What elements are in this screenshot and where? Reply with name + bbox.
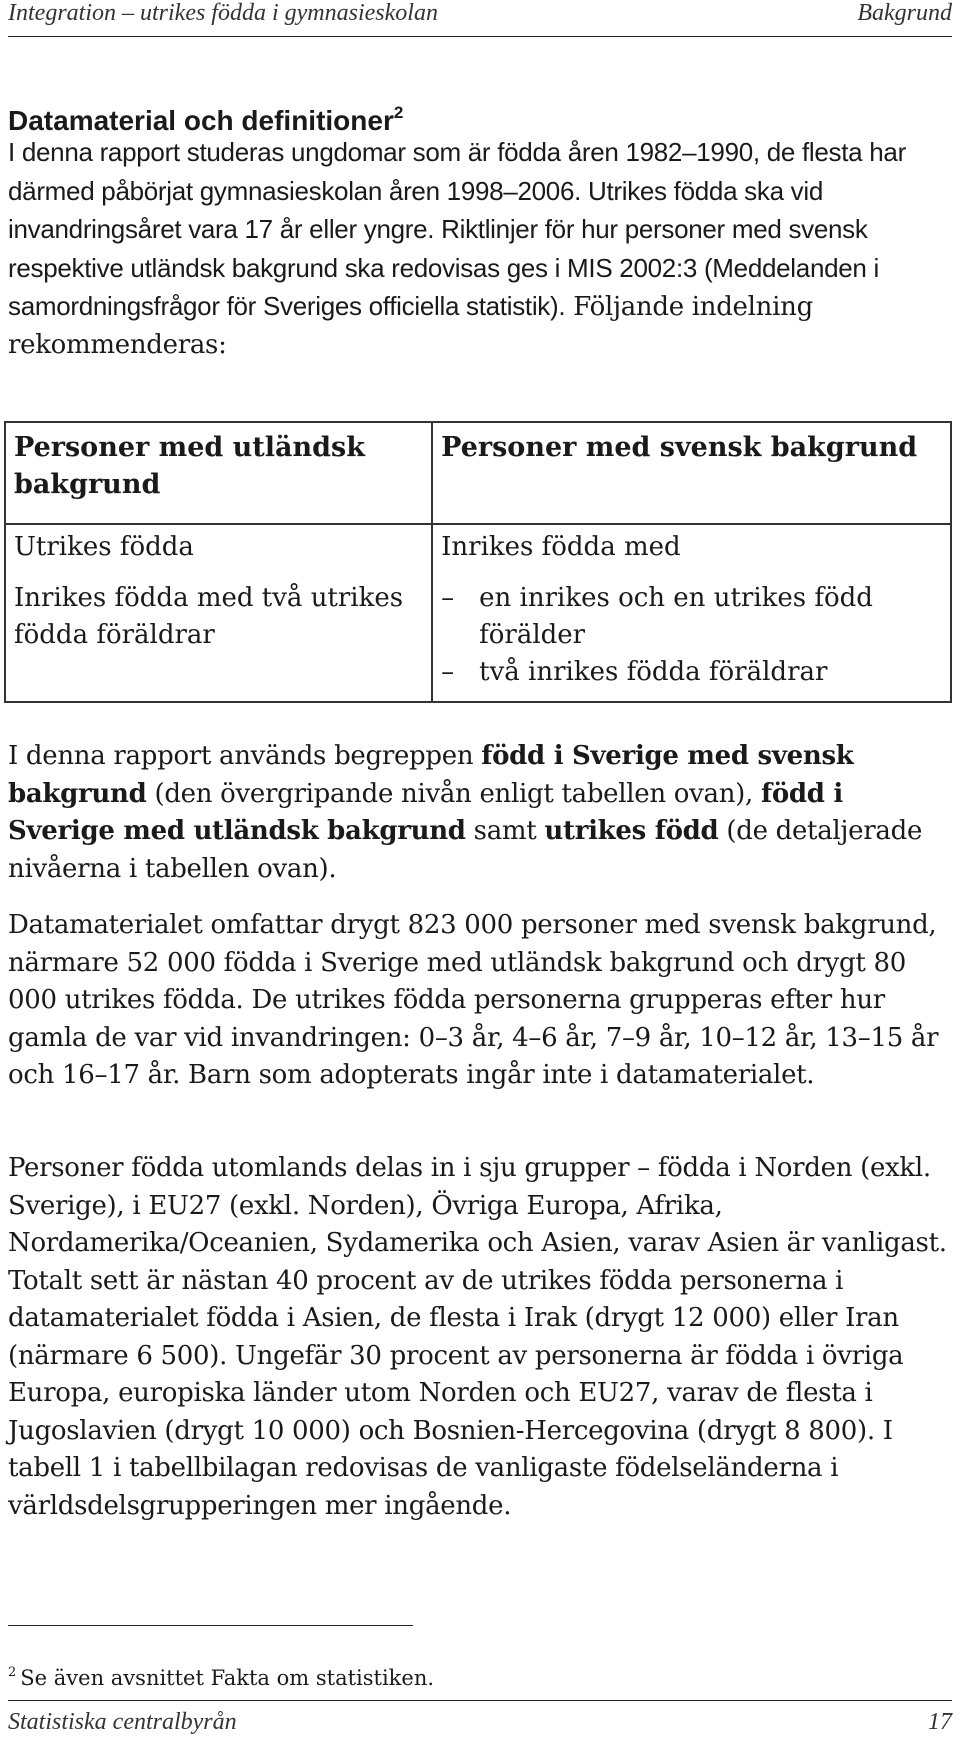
terms-text: (de detaljerade nivåerna i tabellen ovan). (8, 816, 923, 884)
left-item-2: Inrikes födda med två utrikes födda föräldrar (14, 582, 404, 650)
section-title: Datamaterial och definitioner (8, 105, 394, 136)
header-right-section: Bakgrund (857, 0, 952, 26)
footnote-reference: 2 (393, 103, 404, 122)
groups-paragraph: Personer födda utomlands delas in i sju grupper – födda i Norden (exkl. Sverige), i EU27 (exkl. Norden), Övriga Europa, Afrika, Nordamerika/Oceanien, Sydamerika och Asien, varav Asien är vanligast. Totalt sett är nästan 40 procent av de utrikes födda personerna i datamaterialet födda i Asien, de flesta i Irak (drygt 12 000) eller Iran (närmare 6 500). Ungefär 30 procent av personerna är födda i övriga Europa, europiska länder utom Norden och EU27, varav de flesta i Jugoslavien (drygt 10 000) och Bosnien-Hercegovina (drygt 8 800). I tabell 1 i tabellbilagan redovisas de vanligaste födelseländerna i världsdelsgrupperingen mer ingående. (8, 1153, 947, 1521)
definition-table (4, 421, 952, 703)
running-footer (8, 1700, 952, 1741)
term-foreign-background: född i Sverige med utländsk bakgrund (8, 778, 843, 846)
terms-paragraph (8, 738, 956, 888)
left-column-header: Personer med utländsk bakgrund (14, 432, 365, 500)
section-heading (8, 96, 403, 138)
footnote-text: Se även avsnittet Fakta om statistiken. (20, 1666, 435, 1690)
header-left-title: Integration – utrikes födda i gymnasieskolan (8, 0, 438, 26)
footnote-number: 2 (8, 1665, 17, 1680)
dash-bullet: – (441, 656, 455, 687)
left-item-1: Utrikes födda (14, 531, 194, 562)
terms-text: I denna rapport används begreppen (8, 741, 482, 771)
page-number: 17 (928, 1709, 952, 1735)
list-item (441, 580, 950, 654)
dash-bullet: – (441, 582, 455, 613)
intro-paragraph (8, 134, 956, 364)
publisher-name: Statistiska centralbyrån (8, 1709, 237, 1735)
table-body-row (5, 524, 951, 702)
intro-serif-text: Följande indelning rekommenderas: (8, 292, 813, 360)
table-header-row (5, 422, 951, 524)
term-swedish-background: född i Sverige med svensk bakgrund (8, 741, 854, 809)
left-body-cell (5, 524, 432, 702)
term-foreign-born: utrikes född (544, 816, 719, 846)
table-header-cell (5, 422, 432, 524)
terms-text: (den övergripande nivån enligt tabellen ovan), (146, 778, 761, 809)
right-column-header: Personer med svensk bakgrund (441, 432, 918, 463)
list-item (441, 654, 950, 691)
right-item-1: en inrikes och en utrikes född förälder (479, 582, 873, 650)
running-header (8, 0, 952, 37)
footnote (8, 1665, 434, 1690)
intro-sans-text: I denna rapport studeras ungdomar som är födda åren 1982–1990, de flesta har därmed påbörjat gymnasieskolan åren 1998–2006. Utrikes födda ska vid invandringsåret vara 17 år eller yngre. Riktlinjer för hur personer med svensk respektive utländsk bakgrund ska redovisas ges i MIS 2002:3 (Meddelanden i samordningsfrågor för Sveriges officiella statistik). (8, 137, 906, 321)
right-body-cell (432, 524, 951, 702)
right-intro: Inrikes födda med (441, 531, 681, 562)
data-paragraph: Datamaterialet omfattar drygt 823 000 personer med svensk bakgrund, närmare 52 000 födda i Sverige med utländsk bakgrund och drygt 80 000 utrikes födda. De utrikes födda personerna grupperas efter hur gamla de var vid invandringen: 0–3 år, 4–6 år, 7–9 år, 10–12 år, 13–15 år och 16–17 år. Barn som adopterats ingår inte i datamaterialet. (8, 910, 939, 1090)
table-header-cell (432, 422, 951, 524)
footnote-divider (8, 1625, 413, 1626)
terms-text: samt (465, 816, 545, 846)
right-item-2: två inrikes födda föräldrar (479, 656, 828, 687)
